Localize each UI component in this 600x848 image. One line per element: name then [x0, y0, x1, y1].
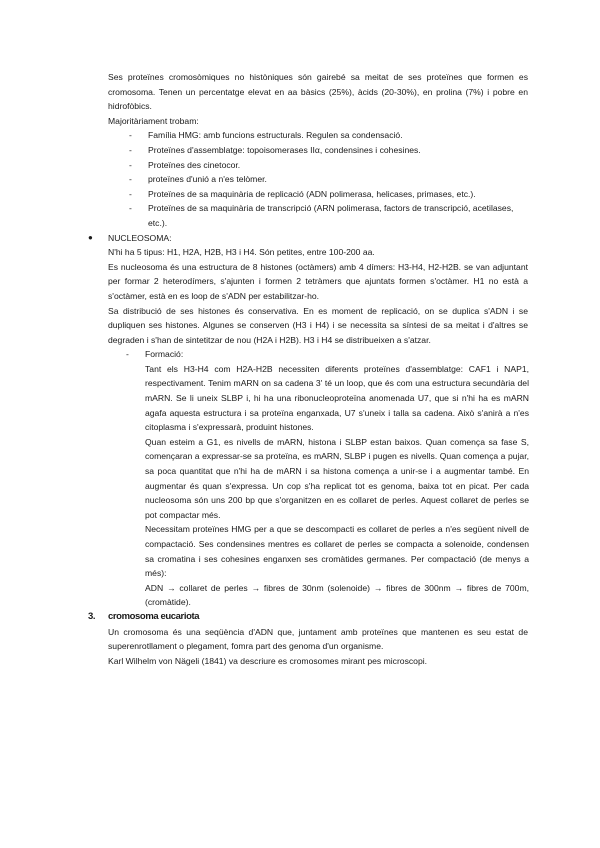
- nucleosoma-distribution: Sa distribució de ses histones és conservativa. En es moment de replicació, on se duplica s'ADN i se dupliquen ses histones. Algunes se conserven (H3 i H4) i se necessita sa síntesi de sa meitat i d'altres se degraden i s'han de sintetitzar de nou (H2A i H2B). H3 i H4 se distribueixen a s'atzar.: [108, 305, 528, 345]
- list-item-text: proteïnes d'unió a n'es telòmer.: [148, 174, 267, 185]
- document-content: [0, 70, 600, 668]
- section-3-heading: [88, 610, 528, 625]
- formacio-paragraph-2: Quan esteim a G1, es nivells de mARN, histona i SLBP estan baixos. Quan comença sa fase S, començaran a expressar-se sa proteïna, es mARN, SLBP i pugen es nivells. Quan comença a pujar, sa poca quantitat que n'hi ha de mARN i sa histona comença a unir-se i a augmentar també. En augmentar és quan s'expressa. Un cop s'ha replicat tot es genoma, baixa tot en picat. Per cada nucleosoma són uns 200 bp que s'organitzen en es collaret de perles. Aquest collaret de perles se pot compactar més.: [145, 436, 529, 520]
- list-item: [129, 158, 532, 173]
- nucleosoma-types: N'hi ha 5 tipus: H1, H2A, H2B, H3 i H4. Són petites, entre 100-200 aa.: [108, 247, 375, 258]
- section-3-paragraph-2: Karl Wilhelm von Nägeli (1841) va descriure es cromosomes mirant pes microscopi.: [108, 655, 428, 666]
- formacio-heading: [126, 347, 530, 362]
- dash-marker: -: [129, 188, 132, 199]
- protein-list: [0, 128, 600, 230]
- nucleosoma-heading: [88, 231, 528, 246]
- list-item-text: Proteïnes d'assemblatge: topoisomerases IIα, condensines i cohesines.: [148, 144, 421, 155]
- list-item-text: Proteïnes des cinetocor.: [148, 159, 241, 170]
- formacio-paragraph-1: Tant els H3-H4 com H2A-H2B necessiten diferents proteïnes d'assemblatge: CAF1 i NAP1, respectivament. Tenim mARN on sa cadena 3' té un loop, que és com una estructura secundària del mARN. Se li uneix SLBP i, hi ha una ribonucleoproteïna anomenada U7, que si n'hi ha es mARN agafa aquesta estructura i sa proteïna enganxada, U7 s'uneix i talla sa cadena. Això s'anirà a n'es citoplasma i s'expressarà, produint histones.: [145, 363, 529, 433]
- dash-marker: -: [129, 159, 132, 170]
- section-title: cromosoma eucariota: [108, 610, 200, 622]
- formacio-paragraph-4: ADN → collaret de perles → fibres de 30nm (solenoide) → fibres de 300nm → fibres de 700m, (cromàtide).: [145, 582, 529, 608]
- dash-marker: -: [126, 349, 129, 360]
- dash-marker: -: [129, 203, 132, 214]
- list-item-text: Família HMG: amb funcions estructurals. Regulen sa condensació.: [148, 130, 403, 141]
- formacio-paragraph-3: Necessitam proteïnes HMG per a que se descompacti es collaret de perles a n'es següent nivell de compactació. Ses condensines mentres es collaret de perles se compacta a solenoide, condensen sa cromatina i ses cohesines enganxen ses cromàtides germanes. Per compactació (de menys a més):: [145, 524, 529, 579]
- bullet-icon: ●: [88, 232, 93, 242]
- nucleosoma-structure: Es nucleosoma és una estructura de 8 histones (octàmers) amb 4 dímers: H3-H4, H2-H2B. se van adjuntant per formar 2 heterodímers, s'ajunten i formen 2 tetràmers que ajuntats formen s'octàmer. H1 no està a s'octàmer, està en es loop de s'ADN per estabilitzar-ho.: [108, 261, 528, 301]
- list-item: [129, 128, 532, 143]
- list-item: [129, 187, 532, 202]
- list-item-text: Proteïnes de sa maquinària de replicació (ADN polimerasa, helicases, primases, etc.).: [148, 188, 476, 199]
- section-3-paragraph-1: Un cromosoma és una seqüència d'ADN que, juntament amb proteïnes que mantenen es seu estat de superenrotllament o plegament, fomra part des genoma d'un organisme.: [108, 626, 528, 652]
- list-item-text: Proteïnes de sa maquinària de transcripció (ARN polimerasa, factors de transcripció, acetilases, etc.).: [148, 203, 514, 228]
- section-number: 3.: [88, 610, 96, 622]
- dash-marker: -: [129, 144, 132, 155]
- formacio-title: Formació:: [145, 349, 184, 360]
- list-item: [129, 143, 532, 158]
- dash-marker: -: [129, 174, 132, 185]
- nucleosoma-title: NUCLEOSOMA:: [108, 232, 172, 243]
- list-item: [129, 201, 532, 230]
- dash-marker: -: [129, 130, 132, 141]
- intro-paragraph: Ses proteïnes cromosòmiques no històniques són gairebé sa meitat de ses proteïnes que formen es cromosoma. Tenen un percentatge elevat en aa bàsics (25%), àcids (20-30%), en prolina (7%) i pobre en hidrofòbics.: [108, 72, 528, 112]
- majority-label: Majoritàriament trobam:: [108, 115, 199, 126]
- list-item: [129, 172, 532, 187]
